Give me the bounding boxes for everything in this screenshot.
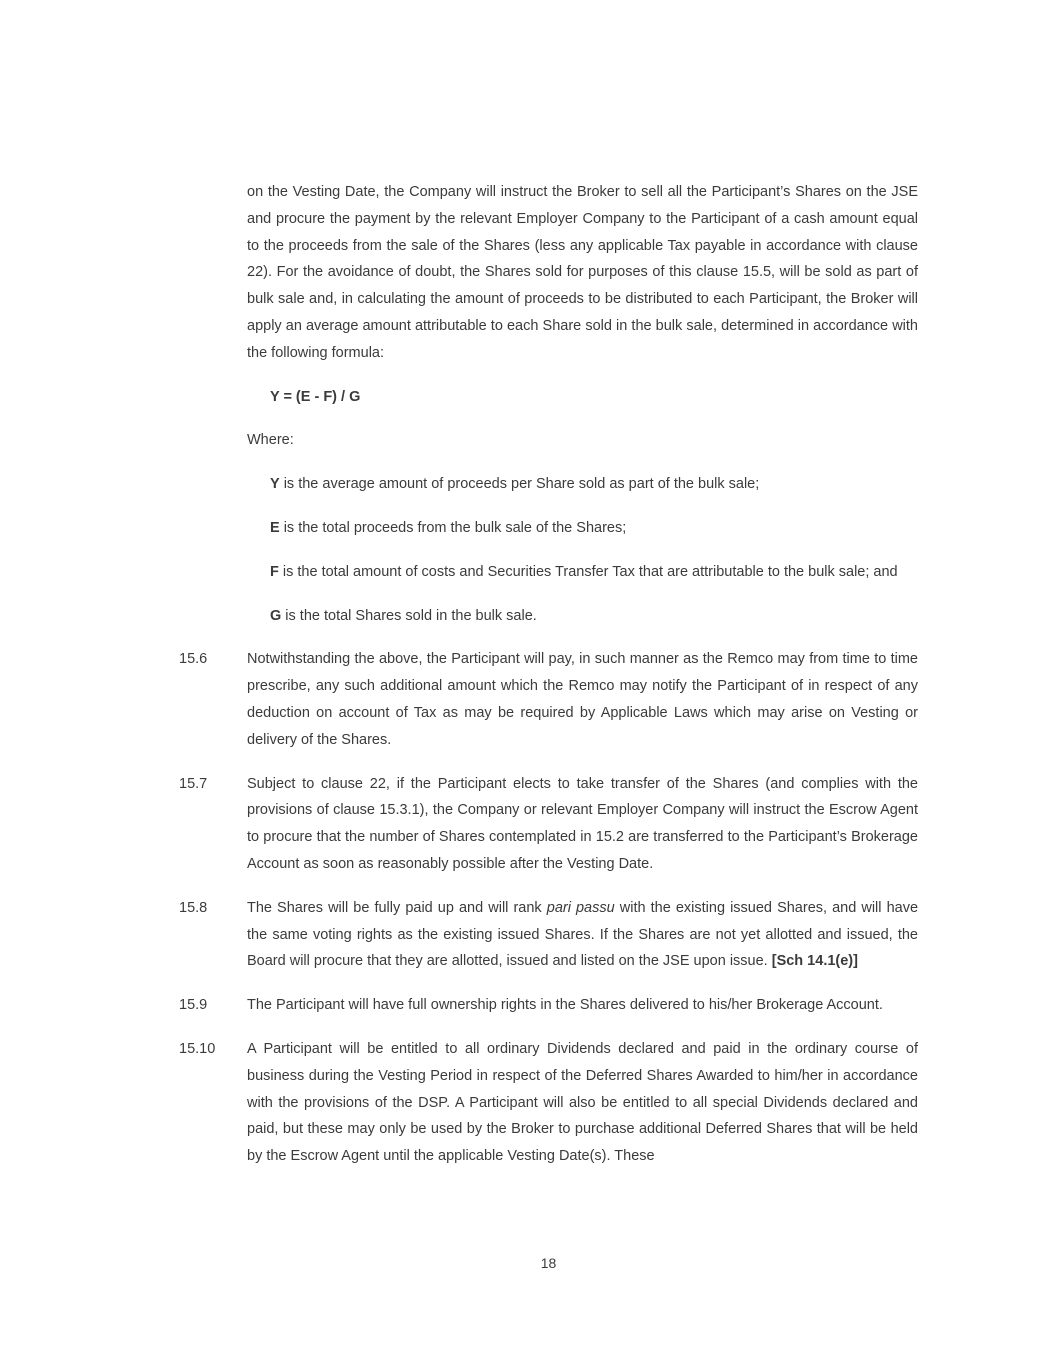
definition-y — [270, 471, 918, 498]
clause-text: Notwithstanding the above, the Participant will pay, in such manner as the Remco may from time to time prescribe, any such additional amount which the Remco may notify the Participant of in respect of any deduction on account of Tax as may be required by Applicable Laws which may arise on Vesting or delivery of the Shares. — [247, 651, 918, 748]
definition-f — [270, 559, 918, 586]
definition-g-term: G — [270, 607, 282, 624]
clause-number: 15.7 — [179, 775, 208, 792]
clause-text-schedule-ref: [Sch 14.1(e)] — [771, 953, 858, 970]
definition-e-text: is the total proceeds from the bulk sale of the Shares; — [279, 519, 627, 536]
clause-text-italic: pari passu — [546, 899, 615, 916]
clause-text: The Participant will have full ownership rights in the Shares delivered to his/her Brokerage Account. — [247, 997, 883, 1014]
clause-15-8 — [179, 895, 918, 975]
clause-text-part1: The Shares will be fully paid up and will rank — [247, 899, 547, 916]
definition-f-term: F — [270, 563, 279, 580]
clause-number: 15.8 — [179, 899, 208, 916]
clause-15-9 — [179, 992, 918, 1019]
clause-text: Subject to clause 22, if the Participant elects to take transfer of the Shares (and complies with the provisions of clause 15.3.1), the Company or relevant Employer Company will instruct the Escrow Agent to procure that the number of Shares contemplated in 15.2 are transferred to the Participant’s Brokerage Account as soon as reasonably possible after the Vesting Date. — [247, 775, 918, 872]
definition-e — [270, 515, 918, 542]
page-number: 18 — [540, 1255, 557, 1272]
clause-number: 15.9 — [179, 997, 208, 1014]
definition-g — [270, 603, 918, 630]
clause-number: 15.6 — [179, 651, 208, 668]
clause-number: 15.10 — [179, 1040, 216, 1057]
definition-g-text: is the total Shares sold in the bulk sale. — [281, 607, 537, 624]
clause-15-6 — [179, 646, 918, 753]
document-content — [179, 179, 918, 1187]
definition-y-term: Y — [270, 476, 280, 493]
where-label: Where: — [247, 432, 294, 449]
formula: Y = (E - F) / G — [270, 388, 361, 405]
clause-text-part2: with the existing issued Shares, and will have the same voting rights as the existing issued Shares. If the Shares are not yet allotted and issued, the Board will procure that they are allotted, issued and listed on the JSE upon issue. — [247, 899, 919, 970]
definition-e-term: E — [270, 519, 280, 536]
clause-text: A Participant will be entitled to all ordinary Dividends declared and paid in the ordinary course of business during the Vesting Period in respect of the Deferred Shares Awarded to him/her in accordance with the provisions of the DSP. A Participant will also be entitled to all special Dividends declared and paid, but these may only be used by the Broker to purchase additional Deferred Shares that will be held by the Escrow Agent until the applicable Vesting Date(s). These — [247, 1040, 918, 1165]
clause-15-7 — [179, 771, 918, 878]
definition-f-text: is the total amount of costs and Securities Transfer Tax that are attributable to the bulk sale; and — [278, 563, 898, 580]
definition-y-text: is the average amount of proceeds per Share sold as part of the bulk sale; — [279, 476, 760, 493]
clause-text — [247, 895, 918, 975]
intro-paragraph: on the Vesting Date, the Company will instruct the Broker to sell all the Participant’s Shares on the JSE and procure the payment by the relevant Employer Company to the Participant of a cash amount equal to the proceeds from the sale of the Shares (less any applicable Tax payable in accordance with clause 22). For the avoidance of doubt, the Shares sold for purposes of this clause 15.5, will be sold as part of bulk sale and, in calculating the amount of proceeds to be distributed to each Participant, the Broker will apply an average amount attributable to each Share sold in the bulk sale, determined in accordance with the following formula: — [247, 184, 918, 361]
clause-15-10 — [179, 1036, 918, 1170]
